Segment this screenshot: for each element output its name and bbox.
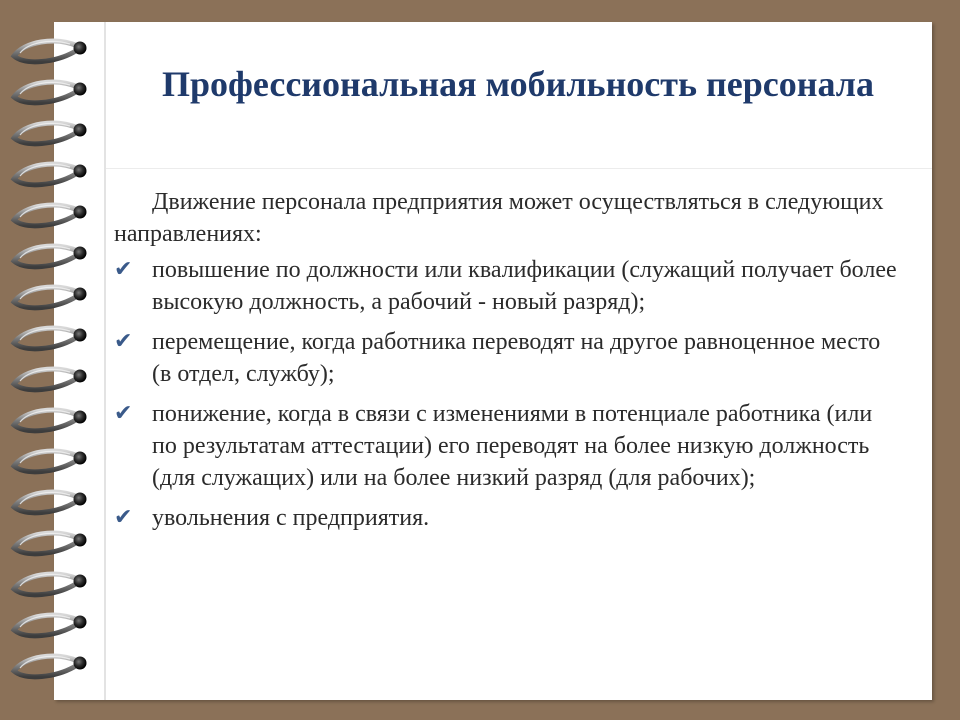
spiral-ring (14, 615, 87, 636)
bullet-list (114, 254, 902, 534)
bullet-item-transfer (114, 326, 902, 390)
title-divider (106, 168, 932, 169)
spiral-ring (14, 410, 87, 431)
intro-paragraph: Движение персонала предприятия может осуществляться в следующих направлениях: (114, 189, 884, 247)
spiral-ring (14, 246, 87, 267)
spiral-ring (14, 492, 87, 513)
checkmark-icon: ✔ (114, 401, 133, 426)
bullet-item-dismissal (114, 502, 902, 534)
bullet-text: увольнения с предприятия. (152, 505, 430, 531)
spiral-ring (14, 328, 87, 349)
spiral-ring (14, 41, 87, 62)
bullet-text: понижение, когда в связи с изменениями в потенциале работника (или по результатам аттестации) его переводят на более низкую должность (для служащих) или на более низкий разряд (для рабочих); (152, 401, 873, 491)
checkmark-icon: ✔ (114, 505, 133, 530)
checkmark-icon: ✔ (114, 257, 133, 282)
spiral-ring (14, 205, 87, 226)
spiral-ring (14, 123, 87, 144)
checkmark-icon: ✔ (114, 329, 133, 354)
spiral-ring (14, 369, 87, 390)
spiral-ring (14, 82, 87, 103)
slide-title: Профессиональная мобильность персонала (161, 64, 874, 104)
spiral-ring (14, 287, 87, 308)
bullet-text: повышение по должности или квалификации (служащий получает более высокую должность, а рабочий - новый разряд); (152, 257, 897, 315)
bullet-text: перемещение, когда работника переводят на другое равноценное место (в отдел, службу); (152, 329, 881, 387)
bullet-item-demotion (114, 398, 902, 494)
slide-content (114, 186, 902, 542)
margin-line (104, 22, 106, 700)
spiral-ring (14, 533, 87, 554)
spiral-ring (14, 656, 87, 677)
spiral-ring (14, 451, 87, 472)
spiral-ring (14, 574, 87, 595)
notebook-page (54, 22, 932, 700)
spiral-ring (14, 164, 87, 185)
spiral-binding (0, 0, 100, 720)
bullet-item-promotion (114, 254, 902, 318)
